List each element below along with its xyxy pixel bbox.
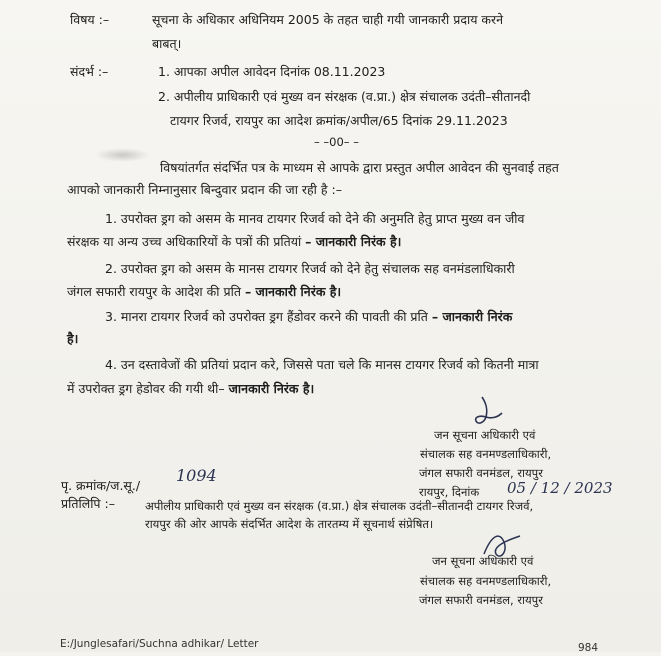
signature-1-date: 05 / 12 / 2023 <box>507 479 613 497</box>
copy-to-line-1: अपीलीय प्राधिकारी एवं मुख्य वन संरक्षक (व.प्रा.) क्षेत्र संचालक उदंती–सीतानदी टायगर रिजर्व, <box>145 499 534 513</box>
copy-to-line-2: रायपुर की ओर आपके संदर्भित आदेश के तारतम्य में सूचनार्थ संप्रेषित। <box>145 517 434 531</box>
reference-item-2-line-2: टायगर रिजर्व, रायपुर का आदेश क्रमांक/अपील/65 दिनांक 29.11.2023 <box>170 113 508 128</box>
point-3-result-end: है। <box>67 331 79 346</box>
signature-1-line-4: रायपुर, दिनांक <box>419 485 480 499</box>
point-1-line-2 <box>67 234 401 250</box>
footer-file-path: E:/Junglesafari/Suchna adhikar/ Letter <box>60 638 259 650</box>
point-3-line-1 <box>105 309 512 325</box>
reference-label: संदर्भ :– <box>70 64 109 79</box>
point-2-line-2 <box>67 284 341 300</box>
point-2-line-1: 2. उपरोक्त ड्रग को असम के मानस टायगर रिजर्व को देने हेतु संचालक सह वनमंडलाधिकारी <box>105 261 515 276</box>
intro-line-2: आपको जानकारी निम्नानुसार बिन्दुवार प्रदान की जा रही है :– <box>67 182 342 197</box>
signature-1-line-1: जन सूचना अधिकारी एवं <box>434 428 536 442</box>
dispatch-number: 1094 <box>176 466 217 485</box>
point-4-result: जानकारी निरंक है। <box>228 381 315 396</box>
reference-item-1: 1. आपका अपील आवेदन दिनांक 08.11.2023 <box>158 64 386 79</box>
ink-smudge <box>95 148 150 162</box>
point-3-text: 3. मानरा टायगर रिजर्व को उपरोक्त ड्रग हैंडोवर करने की पावती की प्रति <box>105 309 428 324</box>
signature-1-line-2: संचालक सह वनमण्डलाधिकारी, <box>420 447 552 461</box>
subject-line-1: सूचना के अधिकार अधिनियम 2005 के तहत चाही गयी जानकारी प्रदाय करने <box>152 12 504 27</box>
reference-item-2-line-1: 2. अपीलीय प्राधिकारी एवं मुख्य वन संरक्षक (व.प्रा.) क्षेत्र संचालक उदंती–सीतानदी <box>158 89 531 104</box>
point-2-text: जंगल सफारी रायपुर के आदेश की प्रति <box>67 284 241 299</box>
separator: – –00– – <box>314 135 359 149</box>
signature-mark-1 <box>468 395 508 429</box>
dispatch-label: पृ. क्रमांक/ज.सू./ <box>61 478 141 493</box>
point-1-result: – जानकारी निरंक है। <box>305 234 402 249</box>
point-4-text: में उपरोक्त ड्रग हेडोवर की गयी थी– <box>67 381 225 396</box>
intro-line-1: विषयांतर्गत संदर्भित पत्र के माध्यम से आपके द्वारा प्रस्तुत अपील आवेदन की सुनवाई तहत <box>160 160 559 175</box>
point-1-text: संरक्षक या अन्य उच्च अधिकारियों के पत्रों की प्रतियां <box>67 234 302 249</box>
footer-page-ref: 984 <box>578 642 599 654</box>
point-3-result: – जानकारी निरंक <box>431 309 513 324</box>
point-2-result: – जानकारी निरंक है। <box>244 284 342 299</box>
point-1-line-1: 1. उपरोक्त ड्रग को असम के मानव टायगर रिजर्व को देने की अनुमति हेतु प्राप्त मुख्य वन जीव <box>105 211 525 226</box>
point-4-line-1: 4. उन दस्तावेजों की प्रतियां प्रदान करे, जिससे पता चले कि मानस टायगर रिजर्व को कितनी मात्रा <box>105 357 539 372</box>
signature-2-line-3: जंगल सफारी वनमंडल, रायपुर <box>419 593 543 607</box>
signature-2-line-1: जन सूचना अधिकारी एवं <box>432 554 534 568</box>
subject-label: विषय :– <box>70 12 110 27</box>
signature-2-line-2: संचालक सह वनमण्डलाधिकारी, <box>420 574 552 588</box>
subject-line-2: बाबत्। <box>152 36 182 51</box>
signature-1-line-3: जंगल सफारी वनमंडल, रायपुर <box>419 466 543 480</box>
copy-to-label: प्रतिलिपि :– <box>61 496 115 511</box>
point-4-line-2 <box>67 381 314 397</box>
